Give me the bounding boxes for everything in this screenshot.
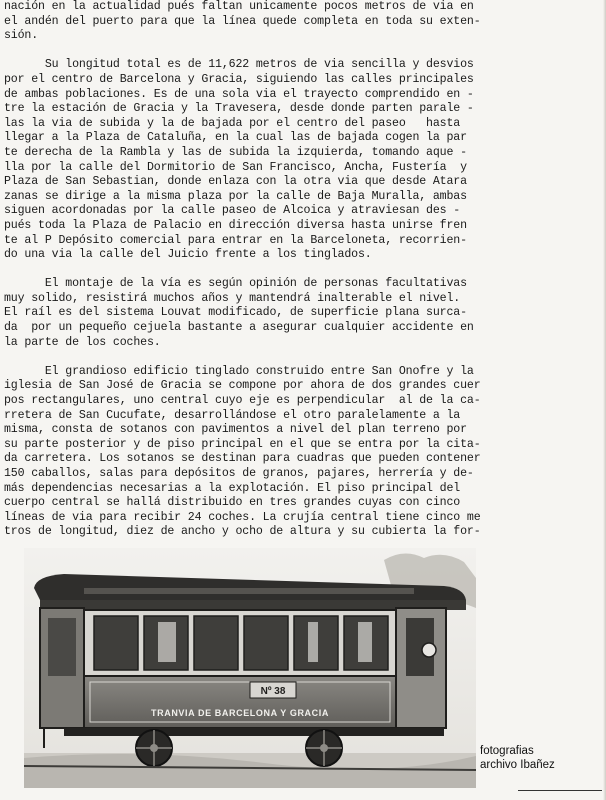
text-line: líneas de via para recibir 24 coches. La crujía central tiene cinco me (4, 510, 481, 524)
text-line: pos rectangulares, uno central cuyo eje es perpendicular al de la ca- (4, 394, 481, 408)
text-line: las la via de subida y la de bajada por el centro del paseo hasta (4, 116, 461, 130)
text-line: lla por la calle del Dormitorio de San Francisco, Ancha, Fustería y (4, 160, 467, 174)
text-line: la parte de los coches. (4, 335, 161, 349)
text-line: el andén del puerto para que la línea quede completa en toda su exten- (4, 14, 481, 28)
text-line: rretera de San Cucufate, desarrollándose el otro paralelamente a la (4, 408, 461, 422)
text-line: misma, consta de sotanos con pavimentos a nivel del plan terreno por (4, 423, 467, 437)
text-line: pués toda la Plaza de Palacio en dirección diversa hasta unirse fren (4, 218, 467, 232)
text-line: da carretera. Los sotanos se destinan para cuadras que pueden contener (4, 452, 481, 466)
text-line: tros de longitud, diez de ancho y ocho de altura y su cubierta la for- (4, 525, 481, 539)
photo-caption (480, 744, 606, 772)
text-line: siguen acordonadas por la calle paseo de Alcoica y atraviesan des - (4, 204, 461, 218)
text-line: do una via la calle del Juicio frente a los tinglados. (4, 248, 372, 262)
text-line: Su longitud total es de 11,622 metros de via sencilla y desvios (4, 58, 474, 72)
text-line: El raíl es del sistema Louvat modificado, de superficie plana surca- (4, 306, 467, 320)
tram-number-label: Nº 38 (260, 686, 286, 697)
text-line: Plaza de San Sebastian, donde enlaza con la otra via que desde Atara (4, 175, 467, 189)
caption-line-1: fotografias (480, 745, 534, 757)
text-line: 150 caballos, salas para depósitos de granos, pajares, herrería y de- (4, 467, 474, 480)
caption-divider (518, 790, 602, 791)
text-line: te derecha de la Rambla y las de subida la izquierda, tomando aque - (4, 145, 467, 159)
tram-side-lettering: TRANVIA DE BARCELONA Y GRACIA (151, 708, 329, 718)
text-line: cuerpo central se hallá distribuido en tres grandes cuyas con cinco (4, 496, 461, 510)
text-line: por el centro de Barcelona y Gracia, siguiendo las calles principales (4, 72, 474, 86)
text-line: El montaje de la vía es según opinión de personas facultativas (4, 277, 467, 291)
text-line: de ambas poblaciones. Es de una sola via el trayecto comprendido en - (4, 87, 474, 101)
paragraph-2 (4, 58, 602, 262)
text-line: da por un pequeño cejuela bastante a asegurar cualquier accidente en (4, 321, 474, 335)
paragraph-1 (4, 0, 602, 44)
text-line: te al P Depósito comercial para entrar en la Barceloneta, recorrien- (4, 233, 467, 247)
text-line: tre la estación de Gracia y la Travesera, desde donde parten parale - (4, 102, 474, 116)
text-line: su parte posterior y de piso principal en el que se entra por la cita- (4, 437, 481, 451)
tram-photograph (24, 548, 476, 788)
text-line: nación en la actualidad pués faltan unicamente pocos metros de via en (4, 0, 474, 13)
paragraph-4 (4, 365, 602, 540)
text-line: zanas se dirige a la misma plaza por la calle de Baja Muralla, ambas (4, 189, 467, 203)
article-text (4, 0, 602, 555)
paragraph-3 (4, 277, 602, 350)
text-line: llegar a la Plaza de Cataluña, en la cual las de bajada cogen la par (4, 131, 467, 145)
text-line: más dependencias necesarias a la explotación. El piso principal del (4, 481, 461, 495)
text-line: sión. (4, 29, 39, 43)
text-line: El grandioso edificio tinglado construido entre San Onofre y la (4, 364, 474, 378)
text-line: muy solido, resistirá muchos años y mantendrá inalterable el nivel. (4, 291, 461, 305)
caption-line-2: archivo Ibañez (480, 759, 555, 771)
text-line: iglesia de San José de Gracia se compone por ahora de dos grandes cuer (4, 379, 481, 393)
